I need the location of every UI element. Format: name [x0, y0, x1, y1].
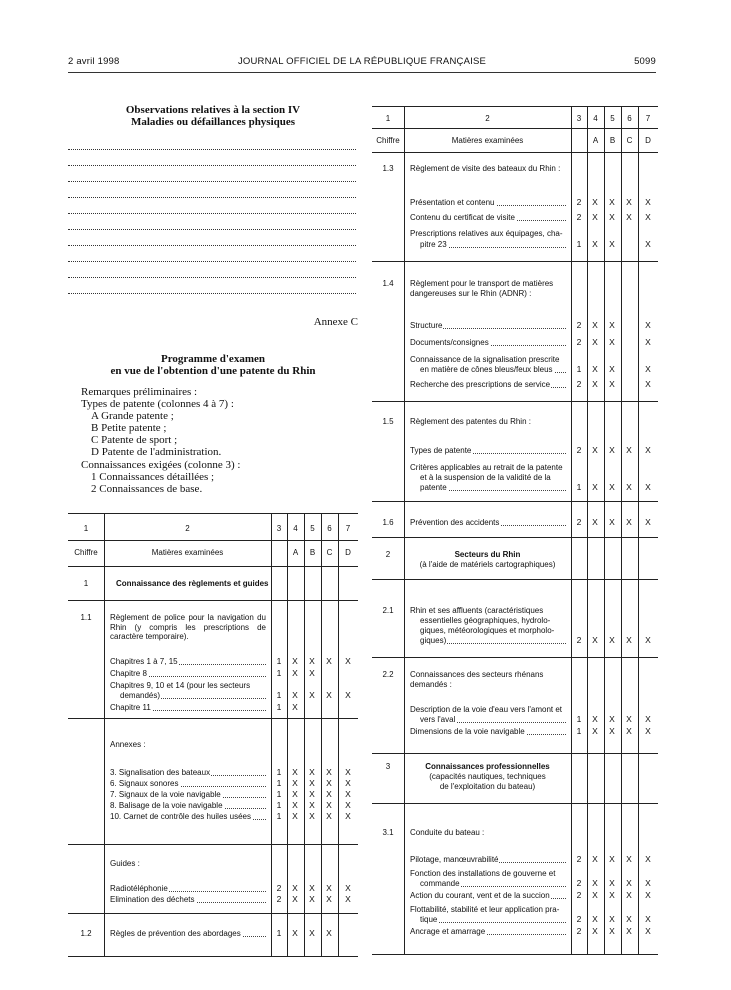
item-label: 7. Signaux de la voie navigable — [110, 790, 266, 800]
mark-a: X — [592, 878, 598, 888]
mark-b: X — [309, 894, 315, 904]
col-number: 7 — [345, 524, 351, 533]
row-number: 1.3 — [382, 164, 394, 173]
mark-b: X — [609, 926, 615, 936]
row-number: 2.1 — [382, 606, 394, 615]
item-label: Fonction des installations de gouverne et — [410, 869, 556, 878]
mark-b: X — [309, 778, 315, 788]
header-journal-title: JOURNAL OFFICIEL DE LA RÉPUBLIQUE FRANÇAISE — [237, 56, 487, 67]
mark-a: X — [592, 726, 598, 736]
row-number: 2.2 — [382, 670, 394, 679]
mark-c: X — [626, 878, 632, 888]
mark-c: X — [326, 690, 332, 700]
blank-line — [68, 213, 356, 214]
mark-b: X — [609, 890, 615, 900]
knowledge-level: 2 — [276, 883, 282, 893]
col-number: 2 — [485, 114, 490, 123]
mark-a: X — [592, 379, 598, 389]
mark-b: X — [609, 482, 615, 492]
mark-a: X — [592, 854, 598, 864]
knowledge-level: 1 — [576, 239, 582, 249]
col-header-a: A — [292, 548, 299, 557]
row-title: Règlement de police pour la navigation du Rhin (y compris les prescriptions de caractère temporaire). — [110, 613, 266, 642]
mark-c: X — [326, 928, 332, 938]
mark-d: X — [645, 854, 651, 864]
mark-c: X — [626, 635, 632, 645]
section-title: Connaissances professionnelles — [425, 762, 550, 771]
mark-a: X — [592, 445, 598, 455]
col-number: 6 — [327, 524, 332, 533]
mark-d: X — [345, 894, 351, 904]
mark-a: X — [292, 690, 298, 700]
item-label: 3. Signalisation des bateaux — [110, 768, 266, 778]
col-number: 2 — [185, 524, 190, 533]
programme-title: Programme d'examen en vue de l'obtention d'une patente du Rhin — [110, 353, 316, 377]
row-number: 1.6 — [382, 518, 394, 527]
item-label: tique — [420, 915, 566, 925]
mark-a: X — [592, 320, 598, 330]
mark-b: X — [309, 690, 315, 700]
mark-d: X — [345, 800, 351, 810]
mark-d: X — [645, 320, 651, 330]
mark-a: X — [592, 482, 598, 492]
col-number: 5 — [310, 524, 315, 533]
section-title: Connaissance des règlements et guides — [116, 579, 269, 588]
mark-c: X — [626, 197, 632, 207]
item-label: Ancrage et amarrage — [410, 927, 566, 937]
mark-b: X — [609, 239, 615, 249]
item-label: Connaissance de la signalisation prescrite — [410, 355, 560, 364]
mark-d: X — [645, 239, 651, 249]
item-label: Chapitre 8 — [110, 669, 266, 679]
mark-c: X — [326, 789, 332, 799]
mark-c: X — [626, 926, 632, 936]
item-label: Types de patente — [410, 446, 566, 456]
mark-c: X — [626, 854, 632, 864]
mark-a: X — [592, 635, 598, 645]
mark-c: X — [626, 726, 632, 736]
mark-c: X — [626, 914, 632, 924]
row-title: Règlement de visite des bateaux du Rhin : — [410, 164, 561, 173]
mark-b: X — [609, 197, 615, 207]
item-label: giques, météorologiques et morpholo- — [420, 626, 555, 635]
row-number: 1.1 — [80, 613, 92, 622]
mark-d: X — [645, 878, 651, 888]
knowledge-level: 2 — [576, 878, 582, 888]
mark-b: X — [609, 714, 615, 724]
knowledge-level: 1 — [576, 364, 582, 374]
mark-b: X — [609, 212, 615, 222]
knowledge-level: 1 — [276, 702, 282, 712]
blank-line — [68, 149, 356, 150]
col-number: 4 — [293, 524, 298, 533]
knowledge-level: 1 — [276, 668, 282, 678]
knowledge-level: 1 — [576, 714, 582, 724]
row-title: Conduite du bateau : — [410, 828, 485, 837]
section-subtitle: (capacités nautiques, techniques — [429, 772, 546, 781]
section-title: Secteurs du Rhin — [454, 550, 521, 559]
col-header-c: C — [326, 548, 333, 557]
mark-b: X — [309, 789, 315, 799]
mark-c: X — [326, 656, 332, 666]
knowledge-level: 2 — [576, 379, 582, 389]
col-header-d: D — [345, 548, 351, 557]
subheading-annexes: Annexes : — [110, 740, 146, 749]
knowledge-level: 2 — [576, 212, 582, 222]
item-label: commande — [420, 879, 566, 889]
row-title: Règlement des patentes du Rhin : — [410, 417, 531, 426]
mark-d: X — [645, 726, 651, 736]
mark-d: X — [645, 364, 651, 374]
blank-line — [68, 261, 356, 262]
item-label: Description de la voie d'eau vers l'amont et — [410, 705, 563, 714]
item-label: Dimensions de la voie navigable — [410, 727, 566, 737]
col-header-a: A — [592, 136, 599, 145]
mark-a: X — [292, 767, 298, 777]
blank-line — [68, 277, 356, 278]
mark-b: X — [309, 656, 315, 666]
preliminary-remarks: Remarques préliminaires : Types de patente (colonnes 4 à 7) : A Grande patente ; B Petite patente ; C Patente de sport ; D Patente de l'administration. Connaissances exigées (colonne 3) : 1 Connaissances détaillées ; 2 Connaissances de base. — [81, 386, 241, 495]
subheading-guides: Guides : — [110, 859, 140, 868]
mark-a: X — [292, 800, 298, 810]
mark-d: X — [345, 778, 351, 788]
knowledge-level: 1 — [276, 778, 282, 788]
mark-b: X — [609, 364, 615, 374]
header-date: 2 avril 1998 — [68, 56, 120, 67]
col-header-matieres: Matières examinées — [151, 548, 224, 557]
mark-d: X — [645, 517, 651, 527]
mark-b: X — [609, 337, 615, 347]
mark-d: X — [645, 914, 651, 924]
item-label: patente — [420, 483, 566, 493]
blank-line — [68, 165, 356, 166]
mark-d: X — [345, 690, 351, 700]
item-label: Documents/consignes — [410, 338, 566, 348]
col-number: 5 — [610, 114, 615, 123]
mark-d: X — [645, 197, 651, 207]
mark-a: X — [592, 337, 598, 347]
exam-table-left — [68, 513, 358, 957]
col-header-chiffre: Chiffre — [376, 136, 400, 145]
mark-a: X — [592, 517, 598, 527]
blank-line — [68, 293, 356, 294]
blank-line — [68, 245, 356, 246]
knowledge-level: 2 — [576, 635, 582, 645]
row-number: 2 — [385, 550, 391, 559]
knowledge-level: 2 — [576, 517, 582, 527]
mark-d: X — [345, 767, 351, 777]
section-subtitle: (à l'aide de matériels cartographiques) — [419, 560, 556, 569]
mark-c: X — [626, 714, 632, 724]
mark-d: X — [645, 482, 651, 492]
mark-d: X — [345, 656, 351, 666]
item-label: vers l'aval — [420, 715, 566, 725]
mark-a: X — [292, 894, 298, 904]
knowledge-level: 1 — [276, 789, 282, 799]
mark-a: X — [592, 914, 598, 924]
mark-b: X — [609, 854, 615, 864]
col-number: 4 — [593, 114, 598, 123]
mark-a: X — [592, 926, 598, 936]
mark-a: X — [292, 668, 298, 678]
mark-c: X — [326, 894, 332, 904]
mark-a: X — [592, 212, 598, 222]
col-header-b: B — [309, 548, 316, 557]
row-title: Connaissances des secteurs rhénans demandés : — [410, 670, 544, 689]
col-header-c: C — [626, 136, 633, 145]
item-label: Contenu du certificat de visite — [410, 213, 566, 223]
col-number: 3 — [576, 114, 582, 123]
item-label: demandés) — [120, 691, 266, 701]
exam-table-right — [372, 106, 658, 955]
item-label: Elimination des déchets — [110, 895, 266, 905]
mark-a: X — [292, 928, 298, 938]
item-label: 6. Signaux sonores — [110, 779, 266, 789]
section-subtitle: de l'exploitation du bateau) — [439, 782, 536, 791]
col-number: 1 — [83, 524, 89, 533]
knowledge-level: 2 — [576, 890, 582, 900]
item-label: Présentation et contenu — [410, 198, 566, 208]
mark-a: X — [592, 714, 598, 724]
item-label: essentielles géographiques, hydrolo- — [420, 616, 551, 625]
header-rule — [68, 72, 656, 73]
observations-title: Observations relatives à la section IV Maladies ou défaillances physiques — [125, 104, 301, 128]
mark-d: X — [645, 445, 651, 455]
mark-c: X — [326, 778, 332, 788]
mark-d: X — [645, 926, 651, 936]
row-number: 1.2 — [80, 929, 92, 938]
mark-b: X — [309, 928, 315, 938]
mark-c: X — [326, 800, 332, 810]
knowledge-level: 2 — [576, 926, 582, 936]
knowledge-level: 2 — [576, 337, 582, 347]
knowledge-level: 1 — [276, 656, 282, 666]
col-header-d: D — [645, 136, 651, 145]
mark-d: X — [645, 337, 651, 347]
knowledge-level: 1 — [576, 726, 582, 736]
item-label: Chapitre 11 — [110, 703, 266, 713]
mark-b: X — [609, 517, 615, 527]
item-label: Chapitres 1 à 7, 15 — [110, 657, 266, 667]
item-label: en matière de cônes bleus/feux bleus — [420, 365, 566, 375]
knowledge-level: 1 — [276, 690, 282, 700]
item-label: giques) — [420, 636, 566, 646]
mark-b: X — [609, 878, 615, 888]
mark-b: X — [609, 379, 615, 389]
mark-a: X — [292, 789, 298, 799]
header-page-number: 5099 — [634, 56, 656, 67]
mark-a: X — [292, 656, 298, 666]
mark-c: X — [626, 212, 632, 222]
mark-b: X — [309, 800, 315, 810]
mark-b: X — [609, 320, 615, 330]
mark-c: X — [626, 445, 632, 455]
item-label: Recherche des prescriptions de service — [410, 380, 566, 390]
mark-d: X — [645, 890, 651, 900]
col-number: 6 — [627, 114, 632, 123]
col-number: 7 — [645, 114, 651, 123]
knowledge-level: 2 — [576, 445, 582, 455]
mark-a: X — [592, 364, 598, 374]
mark-b: X — [609, 914, 615, 924]
row-number: 1.4 — [382, 279, 394, 288]
knowledge-level: 2 — [576, 854, 582, 864]
mark-a: X — [592, 890, 598, 900]
mark-d: X — [645, 714, 651, 724]
mark-b: X — [309, 767, 315, 777]
mark-b: X — [609, 726, 615, 736]
mark-d: X — [345, 811, 351, 821]
mark-b: X — [309, 668, 315, 678]
knowledge-level: 2 — [576, 914, 582, 924]
item-label: 10. Carnet de contrôle des huiles usées — [110, 812, 266, 822]
row-number: 3 — [385, 762, 391, 771]
knowledge-level: 1 — [276, 928, 282, 938]
item-label: Critères applicables au retrait de la patente — [410, 463, 563, 472]
annexe-label: Annexe C — [313, 316, 358, 328]
mark-d: X — [645, 379, 651, 389]
mark-a: X — [292, 778, 298, 788]
item-label: Pilotage, manœuvrabilité — [410, 855, 566, 865]
knowledge-level: 1 — [576, 482, 582, 492]
knowledge-level: 2 — [576, 197, 582, 207]
knowledge-level: 2 — [276, 894, 282, 904]
page-header — [68, 56, 656, 70]
blank-line — [68, 229, 356, 230]
col-header-matieres: Matières examinées — [451, 136, 524, 145]
knowledge-level: 1 — [276, 811, 282, 821]
mark-b: X — [309, 883, 315, 893]
col-header-chiffre: Chiffre — [74, 548, 98, 557]
mark-d: X — [645, 635, 651, 645]
item-label: et à la suspension de la validité de la — [420, 473, 551, 482]
mark-d: X — [645, 212, 651, 222]
knowledge-level: 1 — [276, 800, 282, 810]
mark-c: X — [326, 811, 332, 821]
mark-b: X — [609, 445, 615, 455]
mark-a: X — [592, 239, 598, 249]
item-label: pitre 23 — [420, 240, 566, 250]
mark-c: X — [326, 883, 332, 893]
col-number: 1 — [385, 114, 391, 123]
mark-a: X — [592, 197, 598, 207]
item-label: 8. Balisage de la voie navigable — [110, 801, 266, 811]
item-label: Chapitres 9, 10 et 14 (pour les secteurs — [110, 681, 251, 690]
mark-c: X — [326, 767, 332, 777]
item-label: Prescriptions relatives aux équipages, cha- — [410, 229, 563, 238]
mark-c: X — [626, 482, 632, 492]
item-label: Règles de prévention des abordages — [110, 929, 266, 939]
item-label: Structure — [410, 321, 566, 331]
mark-b: X — [609, 635, 615, 645]
mark-c: X — [626, 517, 632, 527]
mark-a: X — [292, 811, 298, 821]
mark-b: X — [309, 811, 315, 821]
col-header-b: B — [609, 136, 616, 145]
mark-d: X — [345, 883, 351, 893]
mark-a: X — [292, 883, 298, 893]
col-number: 3 — [276, 524, 282, 533]
row-number: 1.5 — [382, 417, 394, 426]
mark-d: X — [345, 789, 351, 799]
mark-c: X — [626, 890, 632, 900]
row-title: Règlement pour le transport de matières dangereuses sur le Rhin (ADNR) : — [410, 279, 554, 298]
blank-line — [68, 197, 356, 198]
blank-line — [68, 181, 356, 182]
item-label: Prévention des accidents — [410, 518, 566, 528]
item-label: Radiotéléphonie — [110, 884, 266, 894]
knowledge-level: 2 — [576, 320, 582, 330]
row-number: 1 — [83, 579, 89, 588]
item-label: Flottabilité, stabilité et leur application pra- — [410, 905, 560, 914]
item-label: Action du courant, vent et de la succion — [410, 891, 566, 901]
knowledge-level: 1 — [276, 767, 282, 777]
item-label: Rhin et ses affluents (caractéristiques — [410, 606, 544, 615]
row-number: 3.1 — [382, 828, 394, 837]
mark-a: X — [292, 702, 298, 712]
